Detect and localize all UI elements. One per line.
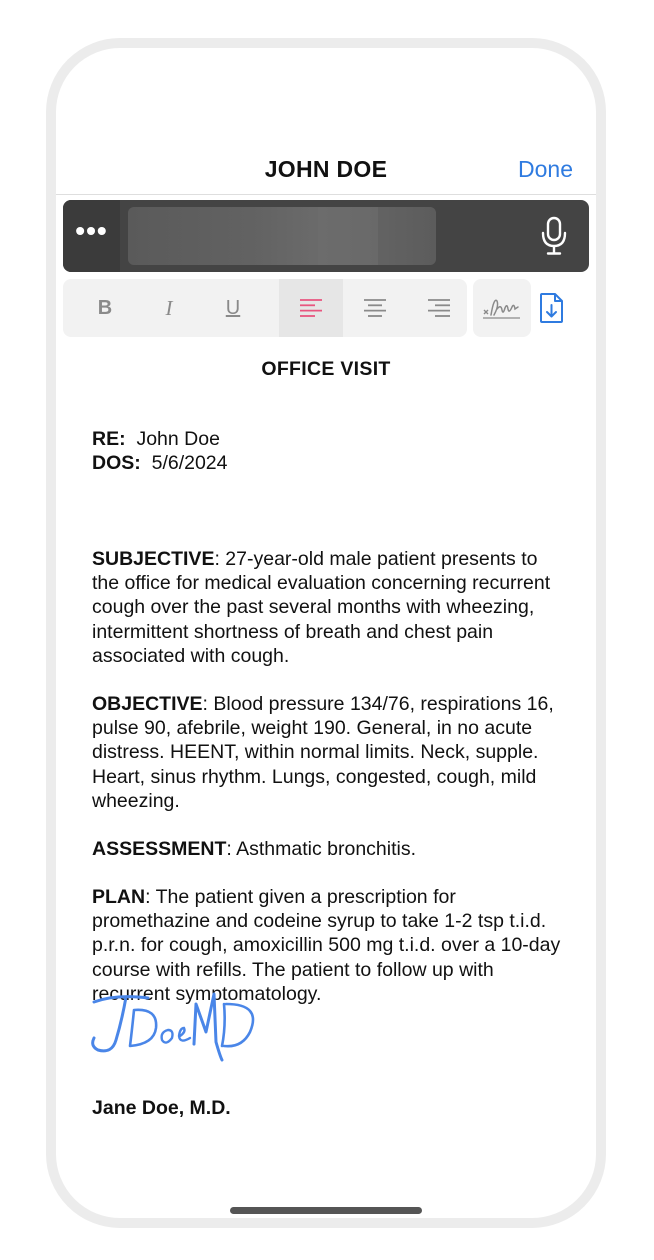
plan-text: : The patient given a prescription for promethazine and codeine syrup to take 1-2 tsp t.i.d. p.r.n. for cough, amoxicillin 500 mg t.i.d. over a 10-day course with refills. The patient to follow up with recurrent symptomatology. <box>92 886 561 1005</box>
re-value: John Doe <box>136 428 220 450</box>
formatting-toolbar <box>63 279 467 337</box>
document-title: OFFICE VISIT <box>261 358 391 380</box>
export-document-button[interactable] <box>539 279 579 337</box>
dictation-preview <box>128 207 436 265</box>
subjective-section <box>92 547 568 668</box>
signature-button[interactable] <box>473 279 531 337</box>
align-left-icon <box>299 298 323 318</box>
align-right-button[interactable] <box>407 279 471 337</box>
signature-icon <box>482 293 522 323</box>
dos-value: 5/6/2024 <box>151 452 228 475</box>
home-indicator[interactable] <box>230 1207 422 1214</box>
phone-frame <box>46 38 606 1228</box>
objective-text: : Blood pressure 134/76, respirations 16, pulse 90, afebrile, weight 190. General, in no acute distress. HEENT, within normal limits. Neck, supple. Heart, sinus rhythm. Lungs, congested, cough, mild wheezing. <box>92 693 554 812</box>
dictation-bar <box>63 200 589 272</box>
done-button[interactable]: Done <box>518 156 573 182</box>
document-download-icon <box>539 292 565 324</box>
align-left-button[interactable] <box>279 279 343 337</box>
subjective-text: : 27-year-old male patient presents to the office for medical evaluation concerning recurrent cough over the past several months with wheezing, intermittent shortness of breath and chest pain associated with cough. <box>92 548 551 667</box>
signer-name: Jane Doe, M.D. <box>92 1097 231 1119</box>
subjective-label: SUBJECTIVE <box>92 548 215 570</box>
patient-info <box>92 427 228 475</box>
plan-label: PLAN <box>92 886 146 908</box>
align-right-icon <box>427 298 451 318</box>
re-label: RE: <box>92 428 126 450</box>
page-title: JOHN DOE <box>264 156 388 182</box>
navigation-bar <box>56 148 596 195</box>
assessment-text: : Asthmatic bronchitis. <box>226 838 417 860</box>
align-center-button[interactable] <box>343 279 407 337</box>
dos-label: DOS: <box>92 452 141 475</box>
microphone-icon[interactable] <box>541 216 567 256</box>
bold-button[interactable]: B <box>97 297 113 319</box>
more-icon[interactable]: ••• <box>63 200 120 272</box>
signature-image <box>86 980 266 1070</box>
assessment-label: ASSESSMENT <box>92 838 227 860</box>
italic-button[interactable]: I <box>165 296 173 320</box>
underline-button[interactable]: U <box>225 297 241 319</box>
objective-section <box>92 692 568 813</box>
align-center-icon <box>363 298 387 318</box>
objective-label: OBJECTIVE <box>92 693 203 715</box>
assessment-section <box>92 837 568 861</box>
